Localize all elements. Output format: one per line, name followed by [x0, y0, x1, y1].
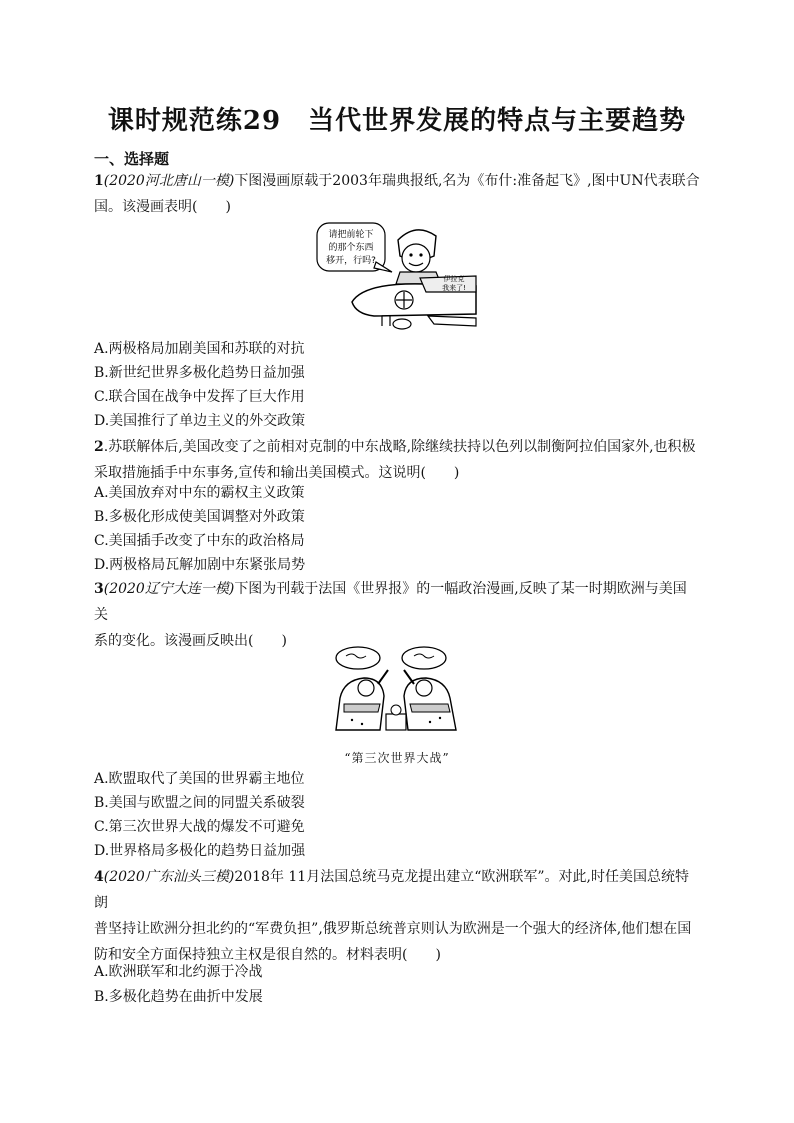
option-b[interactable]: B.多极化趋势在曲折中发展	[94, 989, 263, 1005]
cartoon-bush-jet	[316, 222, 478, 330]
question-text: 2018年 11月法国总统马克龙提出建立“欧洲联军”。对此,时任美国总统特朗	[94, 869, 689, 911]
option-b[interactable]: B.多极化形成使美国调整对外政策	[94, 509, 305, 525]
question-2-stem	[94, 434, 700, 486]
question-text: 国。该漫画表明( )	[94, 199, 231, 215]
option-c[interactable]: C.美国插手改变了中东的政治格局	[94, 533, 305, 549]
question-number: 4	[94, 869, 104, 885]
cartoon-world-war-three	[322, 644, 472, 736]
speech-bubble-line: 移开，行吗?	[326, 256, 376, 266]
question-text: 系的变化。该漫画反映出( )	[94, 633, 287, 649]
speech-bubble-line: 的那个东西	[328, 243, 374, 253]
question-number: 2	[94, 439, 104, 455]
option-a[interactable]: A.欧盟取代了美国的世界霸主地位	[94, 771, 305, 787]
question-text: 防和安全方面保持独立主权是很自然的。材料表明( )	[94, 947, 441, 963]
question-number: 3	[94, 581, 104, 597]
question-text: 普坚持让欧洲分担北约的“军费负担”,俄罗斯总统普京则认为欧洲是一个强大的经济体,他们想在国	[94, 921, 692, 937]
option-a[interactable]: A.欧洲联军和北约源于冷战	[94, 964, 263, 980]
question-text: 下图漫画原载于2003年瑞典报纸,名为《布什:准备起飞》,图中UN代表联合	[234, 173, 700, 189]
cartoon-label: 我来了!	[442, 284, 466, 292]
speech-bubble-line: 请把前轮下	[328, 230, 374, 240]
question-source: (2020辽宁大连一模)	[103, 581, 235, 597]
option-b[interactable]: B.新世纪世界多极化趋势日益加强	[94, 365, 305, 381]
question-source: (2020河北唐山一模)	[103, 173, 235, 189]
question-text: .苏联解体后,美国改变了之前相对克制的中东战略,除继续扶持以色列以制衡阿拉伯国家外,也积极	[103, 439, 696, 455]
question-4-stem	[94, 864, 700, 968]
option-d[interactable]: D.两极格局瓦解加剧中东紧张局势	[94, 557, 306, 573]
question-text: 下图为刊载于法国《世界报》的一幅政治漫画,反映了某一时期欧洲与美国关	[94, 581, 687, 623]
question-3-stem	[94, 576, 700, 654]
cartoon-label: 伊拉克	[443, 275, 465, 283]
option-c[interactable]: C.第三次世界大战的爆发不可避免	[94, 819, 305, 835]
option-a[interactable]: A.美国放弃对中东的霸权主义政策	[94, 485, 305, 501]
page-title: 课时规范练29 当代世界发展的特点与主要趋势	[107, 106, 687, 136]
option-a[interactable]: A.两极格局加剧美国和苏联的对抗	[94, 341, 305, 357]
question-text: 采取措施插手中东事务,宣传和输出美国模式。这说明( )	[94, 465, 460, 481]
option-c[interactable]: C.联合国在战争中发挥了巨大作用	[94, 389, 305, 405]
option-d[interactable]: D.世界格局多极化的趋势日益加强	[94, 843, 306, 859]
figure-caption: “第三次世界大战”	[344, 751, 450, 765]
question-number: 1	[94, 173, 104, 189]
option-b[interactable]: B.美国与欧盟之间的同盟关系破裂	[94, 795, 305, 811]
section-heading: 一、选择题	[94, 150, 170, 168]
question-1-stem	[94, 168, 700, 220]
option-d[interactable]: D.美国推行了单边主义的外交政策	[94, 413, 306, 429]
question-source: (2020广东汕头三模)	[103, 869, 235, 885]
